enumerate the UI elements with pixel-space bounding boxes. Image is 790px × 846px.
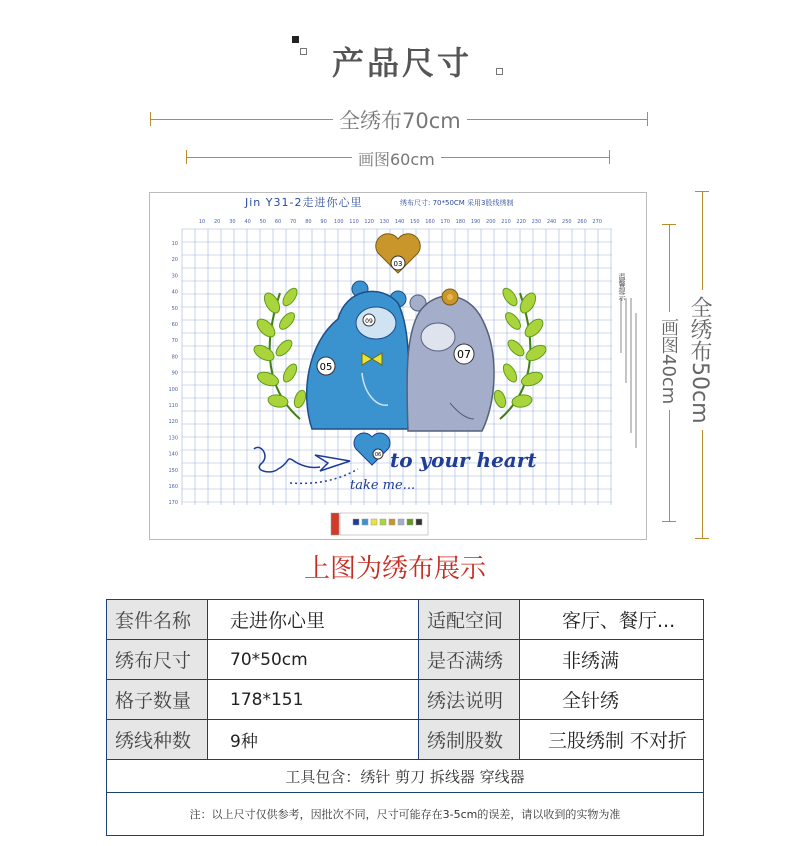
column-tick: 200 <box>486 219 496 225</box>
row-tick: 30 <box>171 273 178 280</box>
table-row <box>107 720 704 760</box>
column-tick: 140 <box>394 219 405 225</box>
script-line-2: take me... <box>350 478 416 493</box>
column-tick: 130 <box>379 219 390 225</box>
column-tick: 110 <box>349 219 359 225</box>
right-laurel-icon <box>492 286 548 419</box>
row-tick: 140 <box>168 451 178 458</box>
swirl-and-plane-icon <box>254 447 358 483</box>
column-tick: 120 <box>364 219 374 225</box>
spec-value: 三股绣制 不对折 <box>520 720 704 760</box>
pattern-caption: 上图为绣布展示 <box>303 554 486 584</box>
spec-key: 绣法说明 <box>419 680 520 720</box>
column-tick: 180 <box>455 219 466 225</box>
column-tick: 100 <box>334 219 344 225</box>
inner-height-label: 画图40cm <box>655 312 681 410</box>
row-tick: 130 <box>168 435 178 442</box>
column-tick: 90 <box>320 219 327 225</box>
blue-heart-icon <box>354 433 390 465</box>
column-tick: 60 <box>274 219 282 225</box>
svg-text:07: 07 <box>457 348 471 361</box>
ruler-tick <box>695 538 709 539</box>
ruler-tick <box>662 521 676 522</box>
badge-07 <box>454 344 474 364</box>
row-tick: 160 <box>168 484 178 490</box>
ruler-tick <box>647 112 648 126</box>
spec-value: 非绣满 <box>520 640 704 680</box>
ruler-tick <box>695 191 709 192</box>
pattern-preview <box>149 192 647 540</box>
row-tick: 80 <box>171 354 178 361</box>
spec-table <box>106 599 704 836</box>
row-tick: 10 <box>171 241 178 247</box>
blue-bear-illustration <box>307 281 409 429</box>
table-row <box>107 793 704 836</box>
color-legend <box>331 513 428 535</box>
row-tick: 50 <box>171 305 178 312</box>
badge-03 <box>391 256 405 270</box>
column-tick: 80 <box>305 219 312 225</box>
ruler-tick <box>662 224 676 225</box>
badge-05 <box>317 357 335 375</box>
column-tick: 220 <box>516 219 526 225</box>
column-tick: 260 <box>577 219 587 225</box>
column-tick: 210 <box>501 219 511 225</box>
inner-width-label: 画图60cm <box>352 147 441 170</box>
row-tick: 70 <box>171 338 178 345</box>
side-note-lines <box>621 298 636 448</box>
ruler-tick <box>186 150 187 164</box>
spec-value: 走进你心里 <box>208 600 419 640</box>
pattern-spec: 绣布尺寸: 70*50CM 采用3股线绣制 <box>400 199 514 207</box>
svg-text:09: 09 <box>365 318 373 325</box>
decor-square-small-right <box>496 68 503 75</box>
spec-value: 70*50cm <box>208 640 419 680</box>
row-tick: 60 <box>171 322 178 328</box>
size-note: 注：以上尺寸仅供参考，因批次不同，尺寸可能存在3-5cm的误差，请以收到的实物为准 <box>107 793 704 836</box>
row-tick: 90 <box>171 370 178 377</box>
table-row <box>107 600 704 640</box>
outer-width-label: 全绣布70cm <box>333 105 467 135</box>
spec-key: 是否满绣 <box>419 640 520 680</box>
column-tick: 150 <box>410 219 420 225</box>
ruler-tick <box>150 112 151 126</box>
column-tick: 230 <box>531 219 542 225</box>
spec-key: 绣布尺寸 <box>107 640 208 680</box>
column-tick: 30 <box>229 219 236 225</box>
column-tick: 270 <box>592 219 602 225</box>
spec-value: 全针绣 <box>520 680 704 720</box>
decor-square-small <box>300 48 307 55</box>
badge-06 <box>373 449 383 459</box>
svg-text:06: 06 <box>374 452 382 458</box>
table-row <box>107 760 704 793</box>
column-tick: 250 <box>562 219 572 225</box>
column-tick: 10 <box>198 219 206 225</box>
spec-value: 9种 <box>208 720 419 760</box>
row-tick: 170 <box>168 500 178 507</box>
side-note-title: 温馨提示 <box>618 273 626 301</box>
decor-square <box>292 36 299 43</box>
spec-key: 格子数量 <box>107 680 208 720</box>
column-tick: 70 <box>290 219 297 225</box>
row-tick: 40 <box>171 289 178 296</box>
outer-height-label: 全绣布50cm <box>684 290 715 430</box>
column-tick: 170 <box>440 219 450 225</box>
pattern-title: Jin Y31-2走进你心里 <box>245 196 363 209</box>
spec-value: 客厅、餐厅... <box>520 600 704 640</box>
column-ticks <box>199 219 602 225</box>
row-tick: 110 <box>168 403 178 409</box>
row-tick: 100 <box>168 386 178 393</box>
row-ticks <box>168 241 178 506</box>
column-tick: 190 <box>470 219 481 225</box>
spec-value: 178*151 <box>208 680 419 720</box>
column-tick: 240 <box>546 219 557 225</box>
row-tick: 20 <box>171 257 178 264</box>
script-line-1: to your heart <box>390 448 537 472</box>
svg-text:05: 05 <box>319 362 333 373</box>
column-tick: 50 <box>259 219 266 225</box>
column-tick: 20 <box>214 219 221 225</box>
row-tick: 120 <box>168 419 178 426</box>
column-tick: 40 <box>244 219 251 225</box>
badge-09 <box>363 314 375 326</box>
spec-key: 套件名称 <box>107 600 208 640</box>
spec-key: 适配空间 <box>419 600 520 640</box>
spec-key: 绣制股数 <box>419 720 520 760</box>
svg-text:03: 03 <box>393 260 403 268</box>
table-row <box>107 640 704 680</box>
page-title: 产品尺寸 <box>332 44 473 82</box>
ruler-tick <box>609 150 610 164</box>
table-row <box>107 680 704 720</box>
column-tick: 160 <box>425 219 435 225</box>
tools-included: 工具包含：绣针 剪刀 拆线器 穿线器 <box>107 760 704 793</box>
row-tick: 150 <box>168 467 178 474</box>
spec-key: 绣线种数 <box>107 720 208 760</box>
